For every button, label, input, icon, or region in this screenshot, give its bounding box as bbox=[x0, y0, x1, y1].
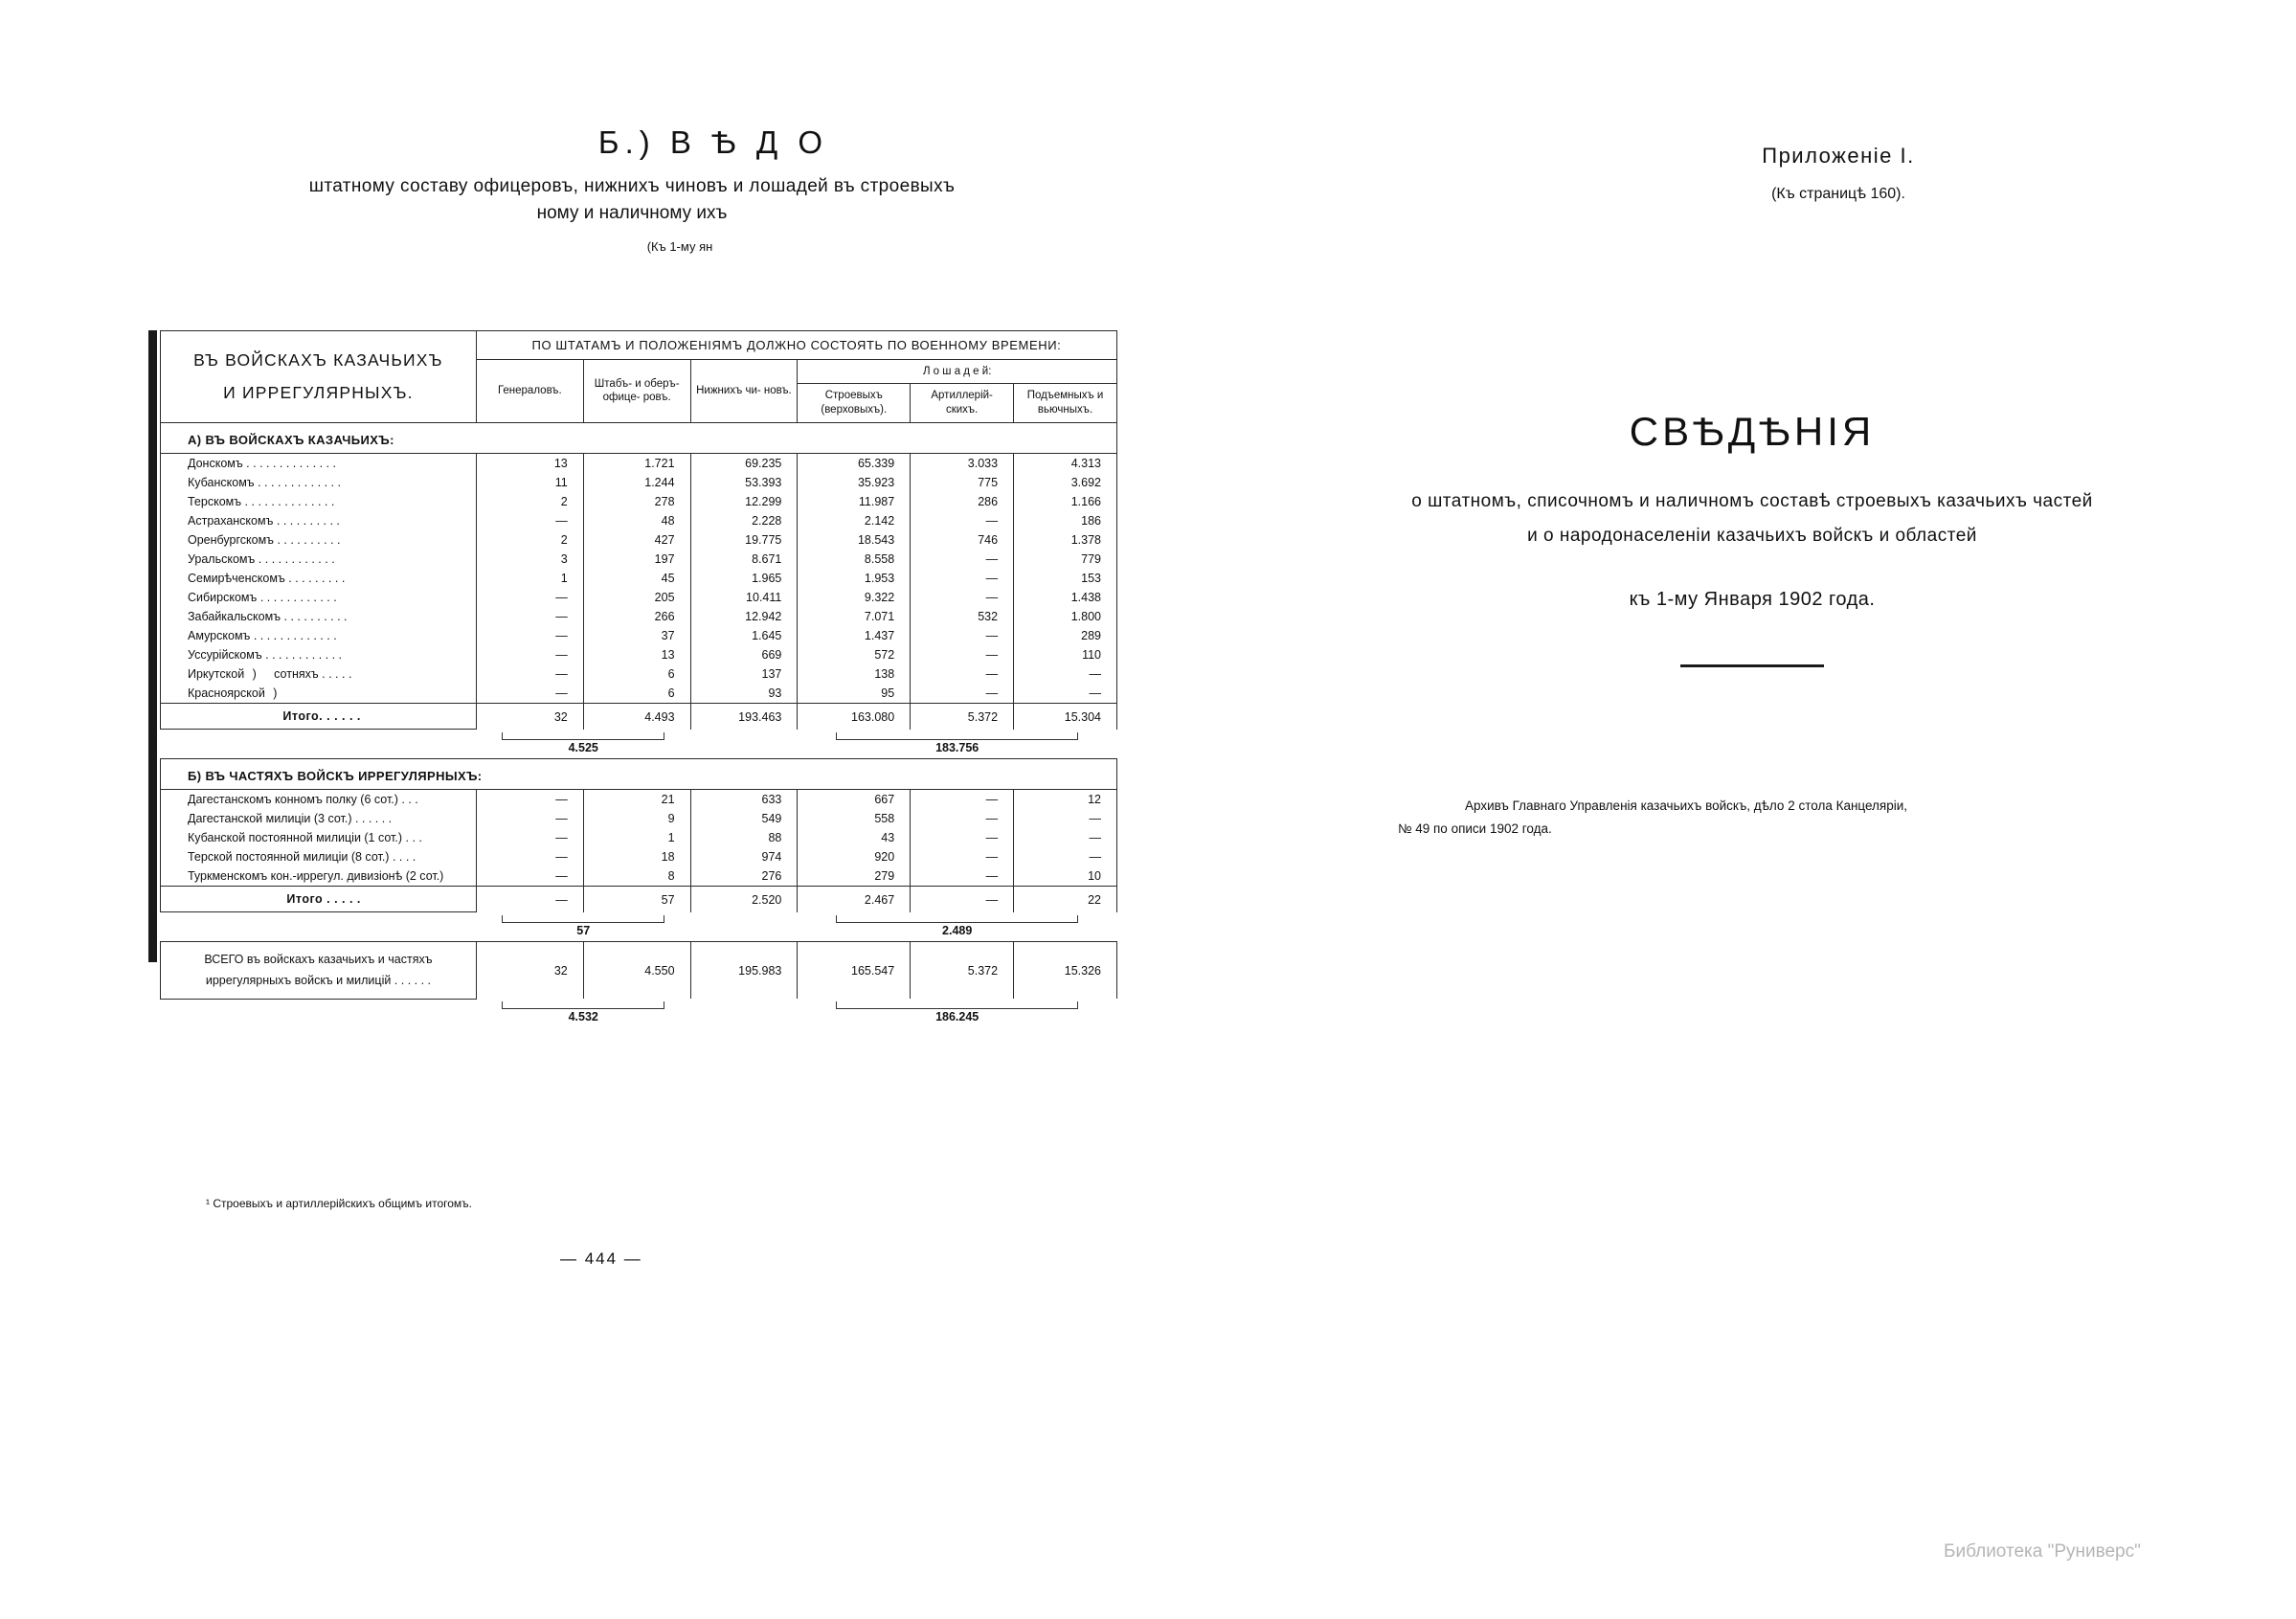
cell-generals: — bbox=[476, 664, 583, 684]
cell-artillery-horses: — bbox=[911, 645, 1014, 664]
cell-riding-horses: 7.071 bbox=[798, 607, 911, 626]
archive-note-line-2: № 49 по описи 1902 года. bbox=[1398, 821, 1552, 837]
cell-artillery-horses: — bbox=[911, 684, 1014, 704]
cell-lower-ranks: 19.775 bbox=[690, 530, 798, 550]
cell-artillery-horses: 746 bbox=[911, 530, 1014, 550]
right-page-date: къ 1-му Января 1902 года. bbox=[1629, 589, 1876, 611]
cell-riding-horses: 95 bbox=[798, 684, 911, 704]
sum-row-cossack bbox=[161, 730, 1117, 759]
cell-generals: 1 bbox=[476, 569, 583, 588]
page-edge-bar bbox=[148, 330, 157, 962]
cell-lower-ranks: 53.393 bbox=[690, 473, 798, 492]
cell-pack-horses: — bbox=[1014, 809, 1117, 828]
table-row bbox=[161, 828, 1117, 847]
cell-officers: 9 bbox=[583, 809, 690, 828]
cell-artillery-horses: — bbox=[911, 569, 1014, 588]
total-b-riding-horses: 2.467 bbox=[798, 887, 911, 912]
right-page-subtitle-line-1: о штатномъ, списочномъ и наличномъ составѣ строевыхъ казачьихъ частей bbox=[1411, 491, 2093, 511]
appendix-page-ref: (Къ страницѣ 160). bbox=[1771, 186, 1905, 202]
total-a-lower-ranks: 193.463 bbox=[690, 704, 798, 730]
cell-generals: 3 bbox=[476, 550, 583, 569]
appendix-label: Приложеніе I. bbox=[1762, 144, 1915, 168]
cell-lower-ranks: 633 bbox=[690, 790, 798, 810]
grand-total-lower-ranks: 195.983 bbox=[690, 942, 798, 1000]
sum-a-horses-brace: 183.756 bbox=[798, 730, 1117, 759]
group-b-label: Б) ВЪ ЧАСТЯХЪ ВОЙСКЪ ИРРЕГУЛЯРНЫХЪ: bbox=[161, 759, 1117, 790]
cell-riding-horses: 9.322 bbox=[798, 588, 911, 607]
cell-generals: — bbox=[476, 847, 583, 866]
total-a-generals: 32 bbox=[476, 704, 583, 730]
leader-dots: . . . . . . . . . . . . . . bbox=[244, 495, 335, 509]
leader-dots: . . . . . . . . . . . . . bbox=[258, 476, 341, 490]
corner-header-line-2: И ИРРЕГУЛЯРНЫХЪ. bbox=[223, 382, 414, 402]
cell-generals: — bbox=[476, 511, 583, 530]
cell-artillery-horses: — bbox=[911, 866, 1014, 887]
column-header-pack-horses: Подъемныхъ и вьючныхъ. bbox=[1014, 384, 1117, 423]
archive-note-line-1: Архивъ Главнаго Управленія казачьихъ войскъ, дѣло 2 стола Канцеляріи, bbox=[1465, 798, 1908, 813]
column-header-artillery-horses: Артиллерій- скихъ. bbox=[911, 384, 1014, 423]
cell-riding-horses: 920 bbox=[798, 847, 911, 866]
cell-pack-horses: 1.166 bbox=[1014, 492, 1117, 511]
grand-total-generals: 32 bbox=[476, 942, 583, 1000]
cell-lower-ranks: 12.942 bbox=[690, 607, 798, 626]
column-header-officers: Штабъ- и оберъ- офице- ровъ. bbox=[583, 359, 690, 423]
cell-lower-ranks: 669 bbox=[690, 645, 798, 664]
cell-riding-horses: 1.953 bbox=[798, 569, 911, 588]
left-page bbox=[115, 124, 1130, 1268]
total-b-label: Итого . . . . . bbox=[161, 887, 477, 912]
total-row-irregular bbox=[161, 887, 1117, 912]
total-a-artillery-horses: 5.372 bbox=[911, 704, 1014, 730]
group-a-label: А) ВЪ ВОЙСКАХЪ КАЗАЧЬИХЪ: bbox=[161, 423, 1117, 454]
cell-pack-horses: 1.378 bbox=[1014, 530, 1117, 550]
table-row bbox=[161, 664, 1117, 684]
total-a-pack-horses: 15.304 bbox=[1014, 704, 1117, 730]
total-b-officers: 57 bbox=[583, 887, 690, 912]
row-label: Кубанскомъ bbox=[188, 476, 255, 490]
cell-pack-horses: 186 bbox=[1014, 511, 1117, 530]
leader-dots: . . . . . . . . . . . . bbox=[265, 648, 343, 663]
cell-lower-ranks: 10.411 bbox=[690, 588, 798, 607]
cell-artillery-horses: — bbox=[911, 828, 1014, 847]
cell-pack-horses: 779 bbox=[1014, 550, 1117, 569]
row-label: Дагестанскомъ конномъ полку (6 сот.) . . . bbox=[161, 790, 477, 810]
footnote: ¹ Строевыхъ и артиллерійскихъ общимъ итогомъ. bbox=[206, 1197, 472, 1210]
cell-lower-ranks: 12.299 bbox=[690, 492, 798, 511]
grand-total-label-line-1: ВСЕГО въ войскахъ казачьихъ и частяхъ bbox=[204, 953, 433, 967]
cell-generals: — bbox=[476, 828, 583, 847]
cell-generals: — bbox=[476, 790, 583, 810]
cell-generals: — bbox=[476, 626, 583, 645]
row-label: Туркменскомъ кон.-иррегул. дивизіонѣ (2 сот.) bbox=[161, 866, 477, 887]
cell-artillery-horses: — bbox=[911, 809, 1014, 828]
bracket-note: сотняхъ . . . . . bbox=[274, 667, 352, 682]
cell-riding-horses: 1.437 bbox=[798, 626, 911, 645]
row-label: Красноярской bbox=[188, 686, 265, 701]
grand-total-pack-horses: 15.326 bbox=[1014, 942, 1117, 1000]
cell-artillery-horses: 286 bbox=[911, 492, 1014, 511]
cell-generals: — bbox=[476, 684, 583, 704]
cell-officers: 278 bbox=[583, 492, 690, 511]
row-label: Забайкальскомъ bbox=[188, 610, 281, 624]
grand-sum-horses-brace: 186.245 bbox=[798, 999, 1117, 1028]
total-a-label: Итого. . . . . . bbox=[161, 704, 477, 730]
leader-dots: . . . . . . . . . . bbox=[277, 533, 341, 548]
cell-artillery-horses: 3.033 bbox=[911, 454, 1014, 474]
right-page-subtitle-line-2: и о народонаселеніи казачьихъ войскъ и областей bbox=[1527, 526, 1977, 547]
table-row bbox=[161, 473, 1117, 492]
table-body bbox=[161, 423, 1117, 1028]
library-watermark: Библиотека "Руниверс" bbox=[1944, 1541, 2141, 1562]
cell-pack-horses: 1.438 bbox=[1014, 588, 1117, 607]
table-row bbox=[161, 684, 1117, 704]
cell-officers: 6 bbox=[583, 684, 690, 704]
cell-lower-ranks: 8.671 bbox=[690, 550, 798, 569]
row-label: Уссурійскомъ bbox=[188, 648, 262, 663]
cell-artillery-horses: — bbox=[911, 550, 1014, 569]
cell-officers: 427 bbox=[583, 530, 690, 550]
cell-riding-horses: 667 bbox=[798, 790, 911, 810]
row-label: Дагестанской милиціи (3 сот.) . . . . . . bbox=[161, 809, 477, 828]
sum-b-horses-brace: 2.489 bbox=[798, 912, 1117, 942]
corner-header bbox=[161, 331, 477, 423]
cell-pack-horses: — bbox=[1014, 664, 1117, 684]
grand-sum-officers-brace: 4.532 bbox=[476, 999, 690, 1028]
cell-officers: 1 bbox=[583, 828, 690, 847]
cell-lower-ranks: 93 bbox=[690, 684, 798, 704]
cell-riding-horses: 43 bbox=[798, 828, 911, 847]
sum-b-officers-brace: 57 bbox=[476, 912, 690, 942]
cell-officers: 37 bbox=[583, 626, 690, 645]
cell-pack-horses: 4.313 bbox=[1014, 454, 1117, 474]
row-label: Уральскомъ bbox=[188, 552, 256, 567]
page-number: — 444 — bbox=[560, 1249, 642, 1268]
leader-dots: . . . . . . . . . . . . . . bbox=[246, 457, 336, 471]
grand-sum-row bbox=[161, 999, 1117, 1028]
cell-lower-ranks: 1.645 bbox=[690, 626, 798, 645]
cell-riding-horses: 18.543 bbox=[798, 530, 911, 550]
total-b-pack-horses: 22 bbox=[1014, 887, 1117, 912]
cell-riding-horses: 65.339 bbox=[798, 454, 911, 474]
table-row bbox=[161, 569, 1117, 588]
cell-generals: 13 bbox=[476, 454, 583, 474]
table-row bbox=[161, 645, 1117, 664]
cell-officers: 13 bbox=[583, 645, 690, 664]
cell-generals: — bbox=[476, 866, 583, 887]
total-b-lower-ranks: 2.520 bbox=[690, 887, 798, 912]
cell-officers: 205 bbox=[583, 588, 690, 607]
cell-artillery-horses: — bbox=[911, 511, 1014, 530]
cell-artillery-horses: — bbox=[911, 664, 1014, 684]
cell-lower-ranks: 549 bbox=[690, 809, 798, 828]
table-row bbox=[161, 847, 1117, 866]
group-header-irregular bbox=[161, 759, 1117, 790]
table-row bbox=[161, 454, 1117, 474]
grand-total-label-line-2: иррегулярныхъ войскъ и милицій . . . . . . bbox=[205, 973, 432, 987]
cell-lower-ranks: 69.235 bbox=[690, 454, 798, 474]
row-label: Семирѣченскомъ bbox=[188, 572, 285, 586]
cell-riding-horses: 35.923 bbox=[798, 473, 911, 492]
cell-lower-ranks: 1.965 bbox=[690, 569, 798, 588]
table-row bbox=[161, 511, 1117, 530]
column-header-lower-ranks: Нижнихъ чи- новъ. bbox=[690, 359, 798, 423]
row-label: Астраханскомъ bbox=[188, 514, 274, 528]
total-a-riding-horses: 163.080 bbox=[798, 704, 911, 730]
cell-officers: 18 bbox=[583, 847, 690, 866]
column-header-horses: Л о ш а д е й: bbox=[798, 359, 1117, 384]
cell-officers: 8 bbox=[583, 866, 690, 887]
cell-generals: — bbox=[476, 645, 583, 664]
cell-pack-horses: 289 bbox=[1014, 626, 1117, 645]
cell-riding-horses: 8.558 bbox=[798, 550, 911, 569]
table-row bbox=[161, 530, 1117, 550]
cell-generals: 2 bbox=[476, 492, 583, 511]
cell-generals: — bbox=[476, 588, 583, 607]
cell-pack-horses: 10 bbox=[1014, 866, 1117, 887]
cell-pack-horses: 153 bbox=[1014, 569, 1117, 588]
cell-pack-horses: — bbox=[1014, 847, 1117, 866]
cell-officers: 6 bbox=[583, 664, 690, 684]
row-label: Оренбургскомъ bbox=[188, 533, 274, 548]
leader-dots: . . . . . . . . . . bbox=[283, 610, 348, 624]
row-label: Терской постоянной милиціи (8 сот.) . . . . bbox=[161, 847, 477, 866]
cell-artillery-horses: — bbox=[911, 790, 1014, 810]
group-header-cossack bbox=[161, 423, 1117, 454]
sum-a-officers-brace: 4.525 bbox=[476, 730, 690, 759]
right-page bbox=[1321, 144, 2183, 837]
table-row bbox=[161, 809, 1117, 828]
cell-artillery-horses: — bbox=[911, 588, 1014, 607]
leader-dots: . . . . . . . . . bbox=[288, 572, 346, 586]
subtitle-line-1: штатному составу офицеровъ, нижнихъ чиновъ и лошадей въ строевыхъ bbox=[308, 176, 956, 196]
table-row bbox=[161, 607, 1117, 626]
subtitle-line-2: ному и наличному ихъ bbox=[536, 203, 728, 223]
column-header-riding-horses: Строевыхъ (верховыхъ). bbox=[798, 384, 911, 423]
cell-officers: 1.721 bbox=[583, 454, 690, 474]
span-header: ПО ШТАТАМЪ И ПОЛОЖЕНІЯМЪ ДОЛЖНО СОСТОЯТЬ ПО ВОЕННОМУ ВРЕМЕНИ: bbox=[476, 331, 1116, 360]
cell-officers: 48 bbox=[583, 511, 690, 530]
brace-top: ) bbox=[252, 667, 257, 682]
cell-artillery-horses: 532 bbox=[911, 607, 1014, 626]
row-label: Амурскомъ bbox=[188, 629, 251, 643]
cell-pack-horses: — bbox=[1014, 828, 1117, 847]
cell-officers: 266 bbox=[583, 607, 690, 626]
cell-lower-ranks: 974 bbox=[690, 847, 798, 866]
row-label: Кубанской постоянной милиціи (1 сот.) . . . bbox=[161, 828, 477, 847]
grand-total-riding-horses: 165.547 bbox=[798, 942, 911, 1000]
cell-riding-horses: 2.142 bbox=[798, 511, 911, 530]
cell-pack-horses: 3.692 bbox=[1014, 473, 1117, 492]
leader-dots: . . . . . . . . . . . . bbox=[259, 591, 337, 605]
cell-lower-ranks: 2.228 bbox=[690, 511, 798, 530]
table-row bbox=[161, 492, 1117, 511]
right-page-heading: СВѢДѢНІЯ bbox=[1629, 409, 1876, 454]
cell-generals: — bbox=[476, 809, 583, 828]
leader-dots: . . . . . . . . . . . . bbox=[258, 552, 335, 567]
cell-riding-horses: 558 bbox=[798, 809, 911, 828]
cell-artillery-horses: 775 bbox=[911, 473, 1014, 492]
cell-lower-ranks: 88 bbox=[690, 828, 798, 847]
leader-dots: . . . . . . . . . . bbox=[276, 514, 340, 528]
statistics-table bbox=[160, 330, 1117, 1028]
grand-total-officers: 4.550 bbox=[583, 942, 690, 1000]
table-row bbox=[161, 626, 1117, 645]
row-label: Терскомъ bbox=[188, 495, 242, 509]
cell-officers: 197 bbox=[583, 550, 690, 569]
column-header-generals: Генераловъ. bbox=[476, 359, 583, 423]
table-row bbox=[161, 866, 1117, 887]
total-b-generals: — bbox=[476, 887, 583, 912]
cell-lower-ranks: 137 bbox=[690, 664, 798, 684]
cell-generals: 2 bbox=[476, 530, 583, 550]
cell-riding-horses: 572 bbox=[798, 645, 911, 664]
cell-artillery-horses: — bbox=[911, 626, 1014, 645]
total-row-cossack bbox=[161, 704, 1117, 730]
cell-officers: 1.244 bbox=[583, 473, 690, 492]
cell-officers: 21 bbox=[583, 790, 690, 810]
row-label: Иркутской bbox=[188, 667, 245, 682]
horizontal-rule bbox=[1680, 664, 1824, 667]
subtitle-line-3: (Къ 1-му ян bbox=[646, 239, 713, 254]
grand-total-row bbox=[161, 942, 1117, 1000]
total-a-officers: 4.493 bbox=[583, 704, 690, 730]
cell-riding-horses: 138 bbox=[798, 664, 911, 684]
table-row bbox=[161, 550, 1117, 569]
cell-riding-horses: 11.987 bbox=[798, 492, 911, 511]
cell-pack-horses: 1.800 bbox=[1014, 607, 1117, 626]
cell-pack-horses: 12 bbox=[1014, 790, 1117, 810]
total-b-artillery-horses: — bbox=[911, 887, 1014, 912]
table-row bbox=[161, 588, 1117, 607]
row-label: Донскомъ bbox=[188, 457, 243, 471]
table-row bbox=[161, 790, 1117, 810]
cell-riding-horses: 279 bbox=[798, 866, 911, 887]
cell-pack-horses: — bbox=[1014, 684, 1117, 704]
leader-dots: . . . . . . . . . . . . . bbox=[253, 629, 337, 643]
cell-lower-ranks: 276 bbox=[690, 866, 798, 887]
row-label: Сибирскомъ bbox=[188, 591, 258, 605]
sum-row-irregular bbox=[161, 912, 1117, 942]
cell-artillery-horses: — bbox=[911, 847, 1014, 866]
cell-generals: 11 bbox=[476, 473, 583, 492]
cell-pack-horses: 110 bbox=[1014, 645, 1117, 664]
statistics-table-wrapper bbox=[148, 330, 1115, 1268]
corner-header-line-1: ВЪ ВОЙСКАХЪ КАЗАЧЬИХЪ bbox=[193, 350, 443, 371]
table-header-row-1 bbox=[161, 331, 1117, 360]
archive-note bbox=[1398, 795, 2126, 842]
cell-officers: 45 bbox=[583, 569, 690, 588]
brace-bottom: ) bbox=[273, 686, 278, 701]
grand-total-artillery-horses: 5.372 bbox=[911, 942, 1014, 1000]
cell-generals: — bbox=[476, 607, 583, 626]
page-title: Б.) В Ѣ Д О bbox=[597, 124, 829, 160]
